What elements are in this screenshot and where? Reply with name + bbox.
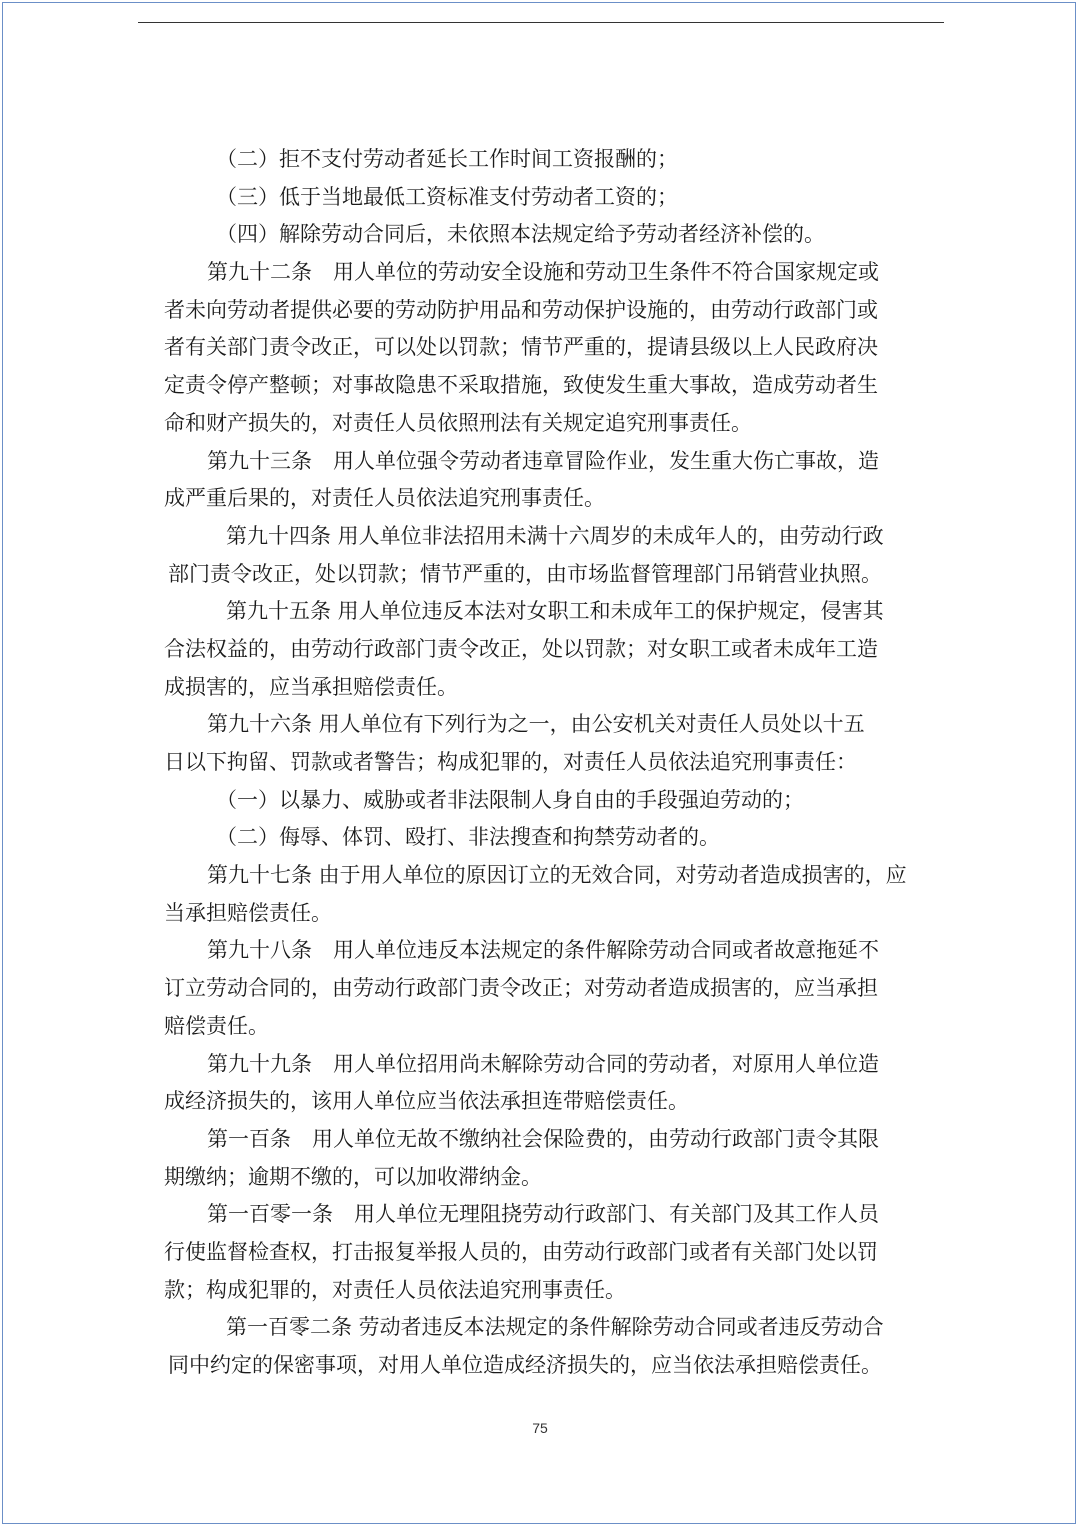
text-line: 第九十六条 用人单位有下列行为之一，由公安机关对责任人员处以十五 [207, 712, 865, 737]
page-number: 75 [532, 1420, 548, 1436]
text-line: 订立劳动合同的，由劳动行政部门责令改正；对劳动者造成损害的，应当承担 [164, 976, 878, 1001]
text-line: 部门责令改正，处以罚款；情节严重的，由市场监督管理部门吊销营业执照。 [168, 561, 882, 586]
text-line: （三）低于当地最低工资标准支付劳动者工资的； [216, 184, 678, 209]
text-line: 定责令停产整顿；对事故隐患不采取措施，致使发生重大事故，造成劳动者生 [164, 373, 878, 398]
text-line: 第一百零一条 用人单位无理阻挠劳动行政部门、有关部门及其工作人员 [207, 1202, 879, 1227]
text-line: 成严重后果的，对责任人员依法追究刑事责任。 [164, 486, 605, 511]
document-body [164, 141, 934, 1385]
text-line: （四）解除劳动合同后，未依照本法规定给予劳动者经济补偿的。 [216, 222, 825, 247]
text-line: 者未向劳动者提供必要的劳动防护用品和劳动保护设施的，由劳动行政部门或 [164, 297, 878, 322]
text-line: 成损害的，应当承担赔偿责任。 [164, 674, 458, 699]
text-line: 第九十二条 用人单位的劳动安全设施和劳动卫生条件不符合国家规定或 [207, 260, 879, 285]
text-line: 款；构成犯罪的，对责任人员依法追究刑事责任。 [164, 1277, 626, 1302]
text-line: 第一百零二条 劳动者违反本法规定的条件解除劳动合同或者违反劳动合 [226, 1315, 884, 1340]
text-line: 赔偿责任。 [164, 1013, 269, 1038]
text-line: 第九十五条 用人单位违反本法对女职工和未成年工的保护规定，侵害其 [226, 599, 884, 624]
header-rule [138, 22, 944, 23]
text-line: 第一百条 用人单位无故不缴纳社会保险费的，由劳动行政部门责令其限 [207, 1126, 879, 1151]
text-line: 第九十七条 由于用人单位的原因订立的无效合同，对劳动者造成损害的，应 [207, 863, 907, 888]
text-line: 期缴纳；逾期不缴的，可以加收滞纳金。 [164, 1164, 542, 1189]
text-line: 日以下拘留、罚款或者警告；构成犯罪的，对责任人员依法追究刑事责任： [164, 750, 857, 774]
text-line: 合法权益的，由劳动行政部门责令改正，处以罚款；对女职工或者未成年工造 [164, 636, 878, 661]
text-line: （二）侮辱、体罚、殴打、非法搜查和拘禁劳动者的。 [216, 825, 720, 850]
text-line: 第九十三条 用人单位强令劳动者违章冒险作业，发生重大伤亡事故，造 [207, 448, 879, 473]
text-line: 第九十四条 用人单位非法招用未满十六周岁的未成年人的，由劳动行政 [226, 523, 884, 548]
text-line: 命和财产损失的，对责任人员依照刑法有关规定追究刑事责任。 [164, 410, 752, 435]
text-line: 当承担赔偿责任。 [164, 900, 332, 925]
text-line: （一）以暴力、威胁或者非法限制人身自由的手段强迫劳动的； [216, 787, 804, 812]
text-line: 同中约定的保密事项，对用人单位造成经济损失的，应当依法承担赔偿责任。 [168, 1353, 882, 1377]
text-line: （二）拒不支付劳动者延长工作时间工资报酬的； [216, 147, 678, 171]
text-line: 者有关部门责令改正，可以处以罚款；情节严重的，提请县级以上人民政府决 [164, 335, 878, 360]
text-line: 第九十八条 用人单位违反本法规定的条件解除劳动合同或者故意拖延不 [207, 938, 879, 963]
text-line: 行使监督检查权，打击报复举报人员的，由劳动行政部门或者有关部门处以罚 [164, 1239, 878, 1264]
text-line: 第九十九条 用人单位招用尚未解除劳动合同的劳动者，对原用人单位造 [207, 1051, 879, 1076]
text-line: 成经济损失的，该用人单位应当依法承担连带赔偿责任。 [164, 1089, 689, 1114]
